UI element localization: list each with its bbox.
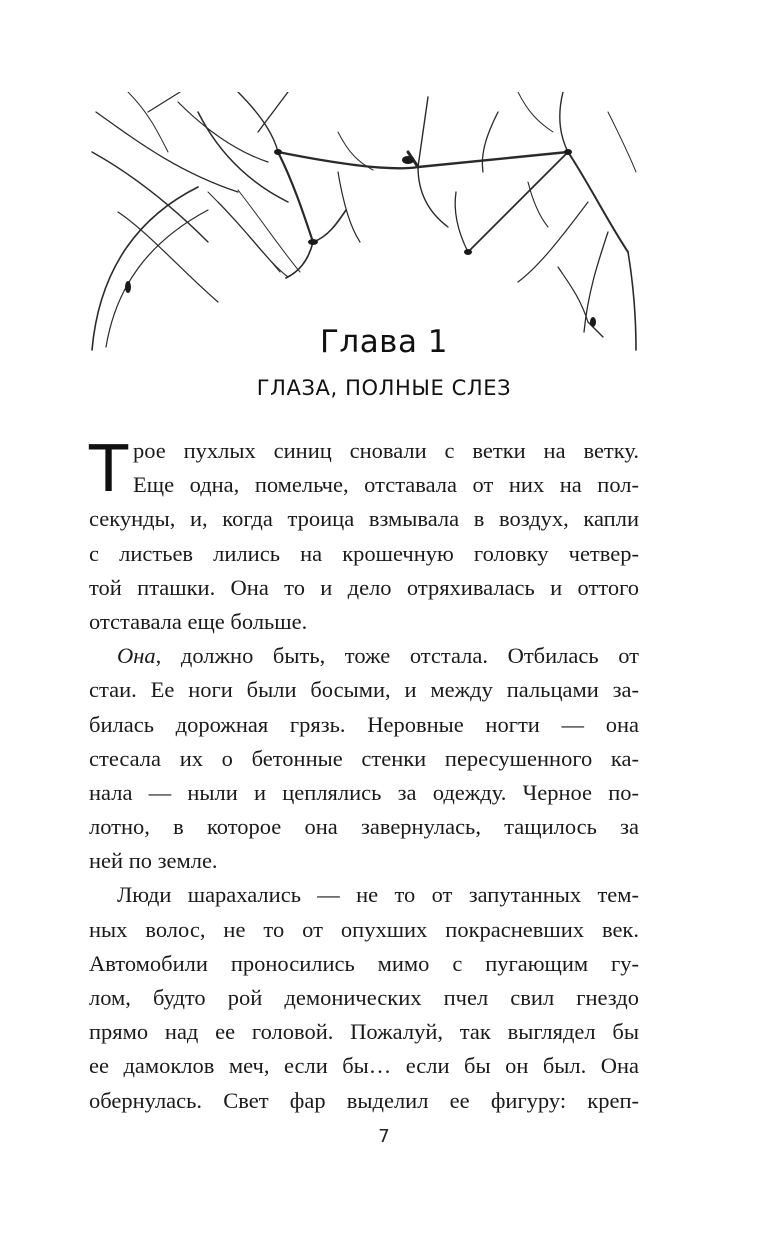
text-line: Автомобили проносились мимо с пугающим гу-	[89, 950, 639, 976]
chapter-title: Глава 1	[319, 324, 449, 360]
italic-word: Она	[117, 643, 156, 669]
text-line: стесала их о бетонные стенки пересушенного ка-	[89, 745, 639, 771]
text-line	[89, 639, 639, 673]
text-line: прямо над ее головой. Пожалуй, так выглядел бы	[89, 1019, 639, 1045]
chapter-subtitle: ГЛАЗА, ПОЛНЫЕ СЛЕЗ	[256, 376, 512, 400]
text-line: Люди шарахались — не то от запутанных тем-	[117, 882, 639, 908]
text-line: той пташки. Она то и дело отряхивалась и оттого	[89, 574, 639, 600]
text-line: лом, будто рой демонических пчел свил гнездо	[89, 985, 639, 1010]
text-line: ных волос, не то от опухших покрасневших век.	[89, 916, 639, 942]
text-line: Еще одна, помельче, отставала от них на пол-	[133, 472, 639, 498]
text-line: отставала еще больше.	[89, 608, 308, 634]
text-line: обернулась. Свет фар выделил ее фигуру: креп-	[89, 1087, 639, 1113]
text-line: рое пухлых синиц сновали с ветки на ветку.	[133, 438, 639, 463]
text-line: с листьев лились на крошечную головку четвер-	[89, 540, 639, 566]
text-line: секунды, и, когда троица взмывала в воздух, капли	[89, 506, 639, 532]
branch-arch-illustration	[88, 92, 640, 354]
text-line: ее дамоклов меч, если бы… если бы он был. Она	[89, 1053, 639, 1079]
text-line: билась дорожная грязь. Неровные ногти — она	[89, 711, 639, 737]
body-text	[89, 434, 639, 1118]
text-line: лотно, в которое она завернулась, тащилось за	[89, 814, 639, 840]
text-line: ней по земле.	[89, 848, 218, 874]
drop-cap: Т	[89, 433, 129, 507]
text-line-rest: , должно быть, тоже отстала. Отбилась от	[155, 643, 639, 669]
page-number: 7	[378, 1126, 390, 1147]
text-line: стаи. Ее ноги были босыми, и между пальцами за-	[89, 677, 639, 703]
text-line: нала — ныли и цеплялись за одежду. Черное по-	[89, 779, 639, 805]
